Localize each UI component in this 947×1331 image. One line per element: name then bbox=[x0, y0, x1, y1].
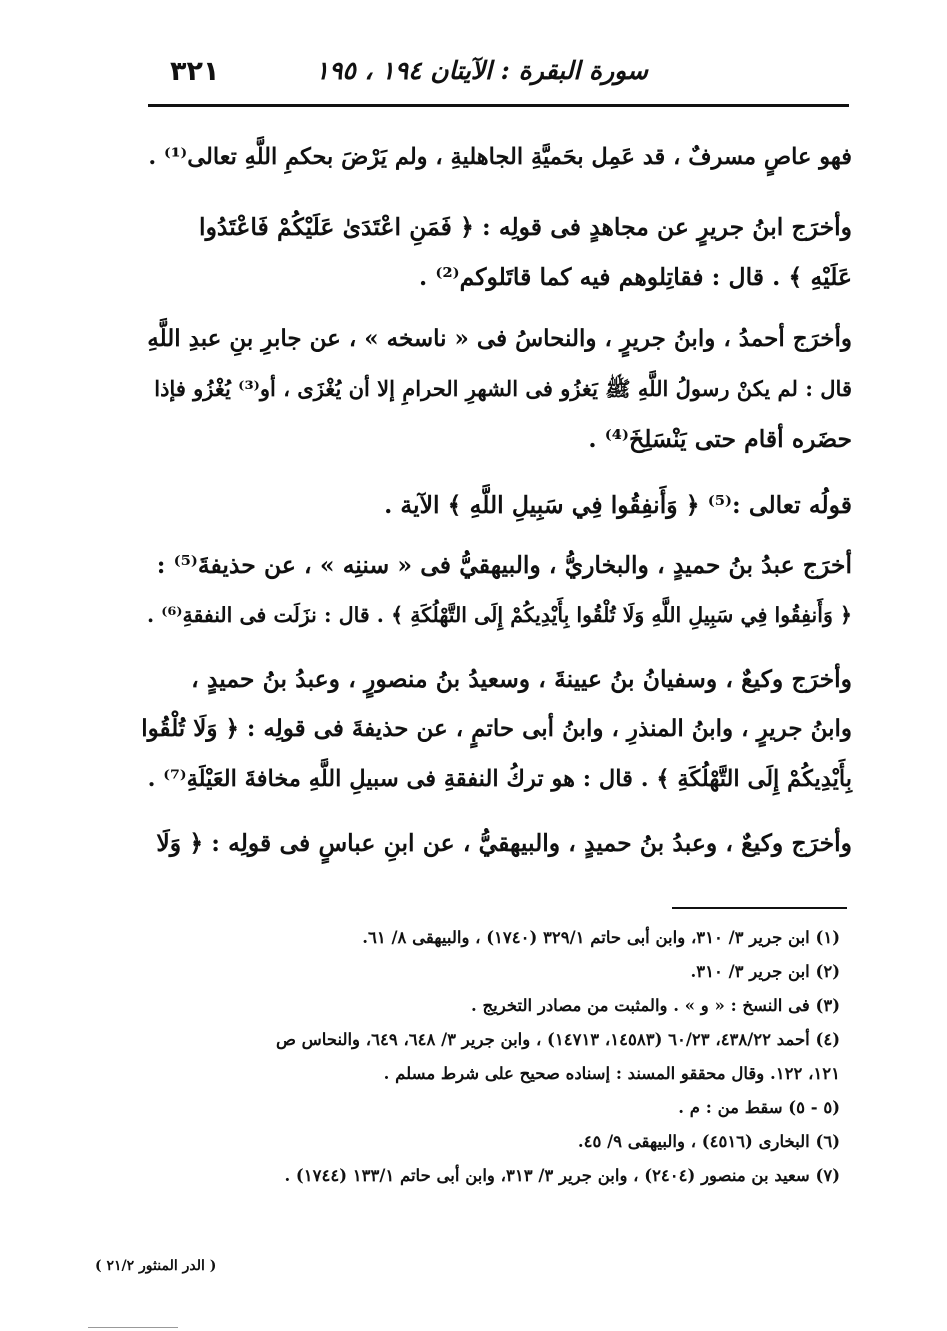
footnote-rule bbox=[672, 907, 847, 909]
bottom-rule bbox=[88, 1327, 178, 1328]
source-tag: ( الدر المنثور ٢١/٢ ) bbox=[95, 1258, 217, 1274]
footnote: (٥ - ٥) سقط من : م . bbox=[678, 1098, 840, 1117]
text-line: بِأَيْدِيكُمْ إِلَى التَّهْلُكَةِ ﴾ . قال : هو تركُ النفقةِ فى سبيلِ اللَّهِ مخافةَ العَيْلَةِ⁽⁷⁾ . bbox=[147, 766, 852, 792]
footnote: (٢) ابن جرير ٣/ ٣١٠. bbox=[690, 962, 840, 981]
page-number: ٣٢١ bbox=[170, 56, 220, 87]
text-line: أخرَج عبدُ بنُ حميدٍ ، والبخاريُّ ، والبيهقيُّ فى « سننِه » ، عن حذيفةَ⁽⁵⁾ : bbox=[156, 551, 852, 579]
page-header bbox=[148, 52, 848, 98]
text-line: وأخرَج أحمدُ ، وابنُ جريرٍ ، والنحاسُ فى « ناسخه » ، عن جابرِ بنِ عبدِ اللَّهِ bbox=[147, 325, 852, 352]
text-line: فهو عاصٍ مسرفٌ ، قد عَمِل بحَميَّةِ الجاهليةِ ، ولم يَرْضَ بحكمِ اللَّهِ تعالى⁽¹⁾ . bbox=[148, 144, 852, 170]
footnote: (٤) أحمد ٤٣٨/٢٢، ٦٠/٢٣ (١٤٥٨٣، ١٤٧١٣) ، وابن جرير ٣/ ٦٤٨، ٦٤٩، والنحاس ص bbox=[275, 1030, 840, 1049]
running-title: سورة البقرة : الآيتان ١٩٤ ، ١٩٥ bbox=[315, 56, 648, 85]
footnote: (١) ابن جرير ٣/ ٣١٠، وابن أبى حاتم ٣٢٩/١ (١٧٤٠) ، والبيهقى ٨/ ٦١. bbox=[362, 928, 840, 947]
text-line: وأخرَج وكيعٌ ، وعبدُ بنُ حميدٍ ، والبيهقيُّ ، عن ابنِ عباسٍ فى قولِه : ﴿ وَلَا bbox=[156, 829, 852, 857]
text-line: عَلَيْهِ ﴾ . قال : فقاتِلوهم فيه كما قاتَلوكم⁽²⁾ . bbox=[418, 263, 852, 291]
section-heading: قولُه تعالى :⁽⁵⁾ ﴿ وَأَنفِقُوا فِي سَبِيلِ اللَّهِ ﴾ الآية . bbox=[384, 491, 852, 519]
text-line: وأخرَج وكيعٌ ، وسفيانُ بنُ عيينةَ ، وسعيدُ بنُ منصورٍ ، وعبدُ بنُ حميدٍ ، bbox=[191, 665, 852, 693]
footnote: ١٢١، ١٢٢. وقال محققو المسند : إسناده صحيح على شرط مسلم . bbox=[383, 1064, 840, 1083]
footnote: (٣) فى النسخ : « و » . والمثبت من مصادر التخريج . bbox=[471, 996, 840, 1015]
text-line: ﴿ وَأَنفِقُوا فِي سَبِيلِ اللَّهِ وَلَا تُلْقُوا بِأَيْدِيكُمْ إِلَى التَّهْلُكَةِ ﴾ . قال : نزَلَت فى النفقةِ⁽⁶⁾ . bbox=[146, 603, 852, 627]
footnote: (٦) البخارى (٤٥١٦) ، والبيهقى ٩/ ٤٥. bbox=[577, 1132, 840, 1151]
header-rule bbox=[148, 104, 849, 107]
text-line: حضَره أقام حتى يَنْسَلِخَ⁽⁴⁾ . bbox=[588, 425, 852, 453]
text-line: وابنُ جريرٍ ، وابنُ المنذرِ ، وابنُ أبى حاتمٍ ، عن حذيفةَ فى قولِه : ﴿ وَلَا تُلْقُوا bbox=[141, 715, 852, 742]
text-line: وأخرَج ابنُ جريرٍ عن مجاهدٍ فى قولِه : ﴿ فَمَنِ اعْتَدَىٰ عَلَيْكُمْ فَاعْتَدُوا bbox=[199, 213, 852, 241]
footnote: (٧) سعيد بن منصور (٢٤٠٤) ، وابن جرير ٣/ ٣١٣، وابن أبى حاتم ١٣٣/١ (١٧٤٤) . bbox=[284, 1166, 840, 1185]
text-line: قال : لم يكنْ رسولُ اللَّهِ ﷺ يَغزُو فى الشهرِ الحرامِ إلا أن يُغْزَى ، أو⁽³⁾ يُغْزُو فإذا bbox=[154, 376, 852, 401]
